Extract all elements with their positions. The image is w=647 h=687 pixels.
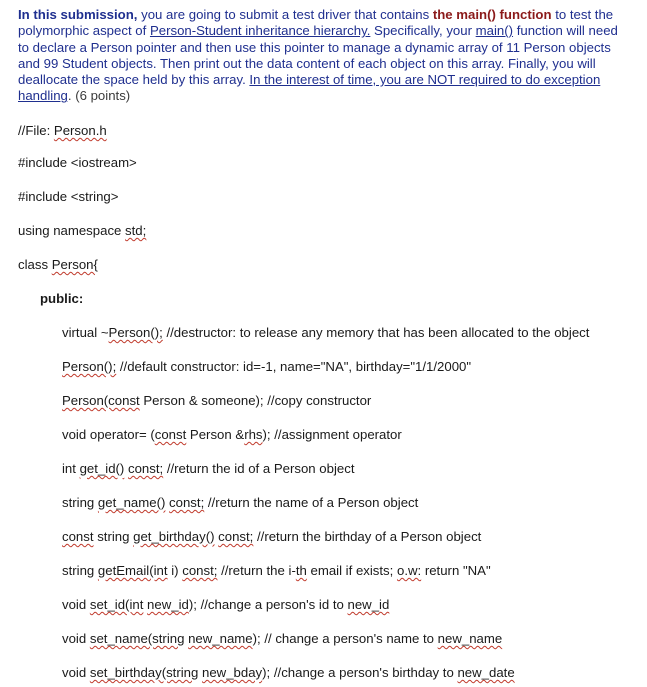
code-token: string — [93, 529, 134, 544]
code-token: Person(const — [62, 393, 140, 408]
code-token: Person(); — [108, 325, 163, 340]
code-token: const; — [127, 461, 164, 476]
code-token: getEmail(int — [97, 563, 168, 578]
code-comment: new_id — [347, 597, 390, 612]
get-id-line — [62, 461, 355, 477]
code-comment: th — [295, 563, 307, 578]
get-email-line — [62, 563, 491, 579]
code-token: Person & — [186, 427, 245, 442]
intro-main-function: the main() function — [432, 7, 552, 22]
intro-lead: In this submission, — [18, 7, 138, 22]
code-token: const; — [182, 563, 218, 578]
code-comment: email if exists; — [306, 563, 397, 578]
std-token: std; — [125, 223, 147, 238]
code-token: new_name — [188, 631, 253, 646]
code-comment: //return the i- — [217, 563, 296, 578]
class-declaration — [18, 257, 98, 273]
code-token: int — [62, 461, 80, 476]
code-token: const; — [169, 495, 205, 510]
code-comment: new_name — [437, 631, 503, 646]
code-token: set_birthday(string — [89, 665, 199, 680]
code-token: get_id() — [79, 461, 125, 476]
intro-text: function will need to declare a Person pointer and then use this pointer to manage a dynamic array of 11 Person objects and 99 Student objects. Then print out the data content of each object on this array. Finally, you will deallocate the space held by this array. — [18, 23, 618, 88]
code-token: void — [62, 597, 90, 612]
intro-text: Specifically, your — [370, 23, 476, 39]
code-token: new_id — [147, 597, 189, 612]
code-comment: Person & someone); //copy constructor — [139, 393, 372, 408]
set-name-line — [62, 631, 502, 647]
file-name: Person.h — [53, 123, 107, 138]
intro-text: you are going to submit a test driver that contains — [137, 7, 433, 22]
get-name-line — [62, 495, 418, 511]
using-namespace — [18, 223, 146, 239]
code-comment: //return the birthday of a Person object — [253, 529, 482, 544]
code-token: const — [154, 427, 187, 442]
code-token: set_id(int — [89, 597, 144, 612]
code-token: void operator= ( — [62, 427, 155, 442]
public-label: public: — [40, 291, 84, 306]
intro-main-ref: main() — [475, 23, 514, 39]
instructions-paragraph — [18, 7, 628, 105]
intro-hierarchy-link: Person-Student inheritance hierarchy. — [149, 23, 371, 39]
destructor-line — [62, 325, 589, 341]
include-iostream: #include <iostream> — [18, 155, 137, 170]
code-comment: //destructor: to release any memory that has been allocated to the object — [162, 325, 590, 340]
code-token: void — [62, 665, 90, 680]
code-token: rhs — [244, 427, 263, 442]
class-keyword: class — [18, 257, 52, 272]
copy-constructor-line — [62, 393, 371, 409]
intro-exception-note: In the interest of time, you are NOT required to do exception handling — [18, 72, 601, 104]
code-token: set_name(string — [89, 631, 185, 646]
class-name: Person{ — [51, 257, 98, 272]
code-token: i) — [167, 563, 183, 578]
code-token: get_name() — [97, 495, 166, 510]
code-comment: ); // change a person's name to — [252, 631, 438, 646]
code-comment: ); //assignment operator — [262, 427, 402, 442]
code-comment: //default constructor: id=-1, name="NA", birthday="1/1/2000" — [116, 359, 472, 374]
intro-points: . (6 points) — [67, 88, 131, 104]
code-comment: return "NA" — [421, 563, 491, 578]
code-token: get_birthday() — [133, 529, 215, 544]
code-comment: ); //change a person's id to — [188, 597, 348, 612]
code-token: void — [62, 631, 90, 646]
code-token: virtual ~ — [62, 325, 109, 340]
code-comment: //return the name of a Person object — [204, 495, 419, 510]
assignment-operator-line — [62, 427, 402, 443]
default-constructor-line — [62, 359, 471, 375]
file-comment — [18, 123, 107, 139]
code-token: const; — [218, 529, 254, 544]
code-comment: o.w: — [396, 563, 422, 578]
file-prefix: //File: — [18, 123, 54, 138]
get-birthday-line — [62, 529, 481, 545]
using-keyword: using namespace — [18, 223, 126, 238]
code-comment: new_date — [457, 665, 515, 680]
code-comment: //return the id of a Person object — [163, 461, 355, 476]
code-token: new_bday — [202, 665, 263, 680]
code-comment: ); //change a person's birthday to — [262, 665, 458, 680]
set-birthday-line — [62, 665, 515, 681]
code-token: string — [62, 563, 98, 578]
code-token: string — [62, 495, 98, 510]
intro-text: to test the polymorphic aspect of — [18, 7, 614, 39]
include-string: #include <string> — [18, 189, 119, 204]
code-token: Person(); — [62, 359, 117, 374]
code-token: const — [62, 529, 94, 544]
set-id-line — [62, 597, 389, 613]
